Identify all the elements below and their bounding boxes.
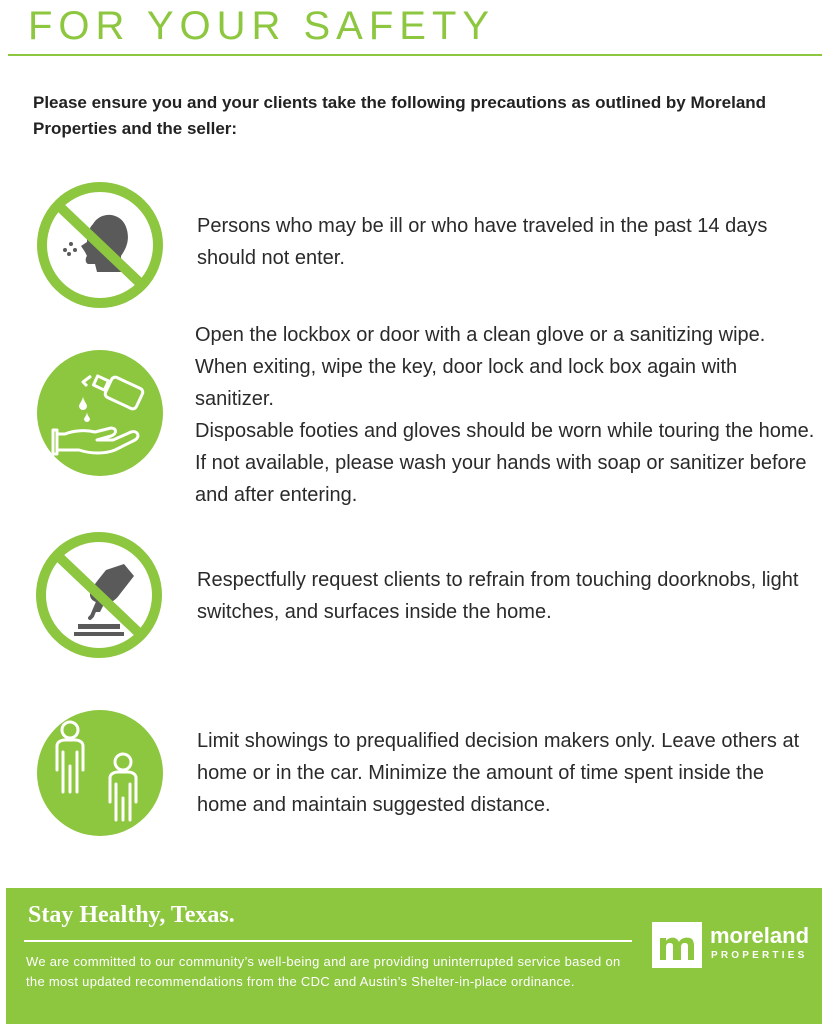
intro-text: Please ensure you and your clients take the following precautions as outlined by Moreland Properties and the seller: [33,93,767,138]
footer-title: Stay Healthy, Texas. [28,902,235,928]
item-no-touching [197,564,817,628]
item-ill-persons [197,210,807,274]
footer-text: We are committed to our community’s well-being and are providing uninterrupted service based on the most updated recommendations from the CDC and Austin’s Shelter-in-place ordinance. [26,954,621,989]
page-title: FOR YOUR SAFETY [28,4,496,48]
no-touching-icon [34,530,164,660]
logo-wordmark: moreland [710,923,810,948]
footer-divider [24,940,632,942]
item-sanitizing [195,319,820,511]
item-sanitizing-text-1: Open the lockbox or door with a clean glove or a sanitizing wipe. When exiting, wipe the key, door lock and lock box again with sanitizer. [195,324,766,410]
moreland-logo-icon [652,922,702,968]
item-sanitizing-text-2: Disposable footies and gloves should be worn while touring the home. If not available, please wash your hands with soap or sanitizer before and after entering. [195,420,815,506]
logo-subtitle: PROPERTIES [711,950,808,961]
footer-banner [6,888,822,1024]
item-ill-persons-text: Persons who may be ill or who have traveled in the past 14 days should not enter. [197,215,768,269]
item-limit-showings [197,725,812,821]
hand-sanitizer-icon [35,348,165,478]
no-sick-person-icon [35,180,165,310]
item-no-touching-text: Respectfully request clients to refrain from touching doorknobs, light switches, and surfaces inside the home. [197,569,799,623]
social-distance-icon [35,708,165,838]
title-divider [8,54,822,56]
item-limit-showings-text: Limit showings to prequalified decision makers only. Leave others at home or in the car. Minimize the amount of time spent inside the home and maintain suggested distance. [197,730,800,816]
